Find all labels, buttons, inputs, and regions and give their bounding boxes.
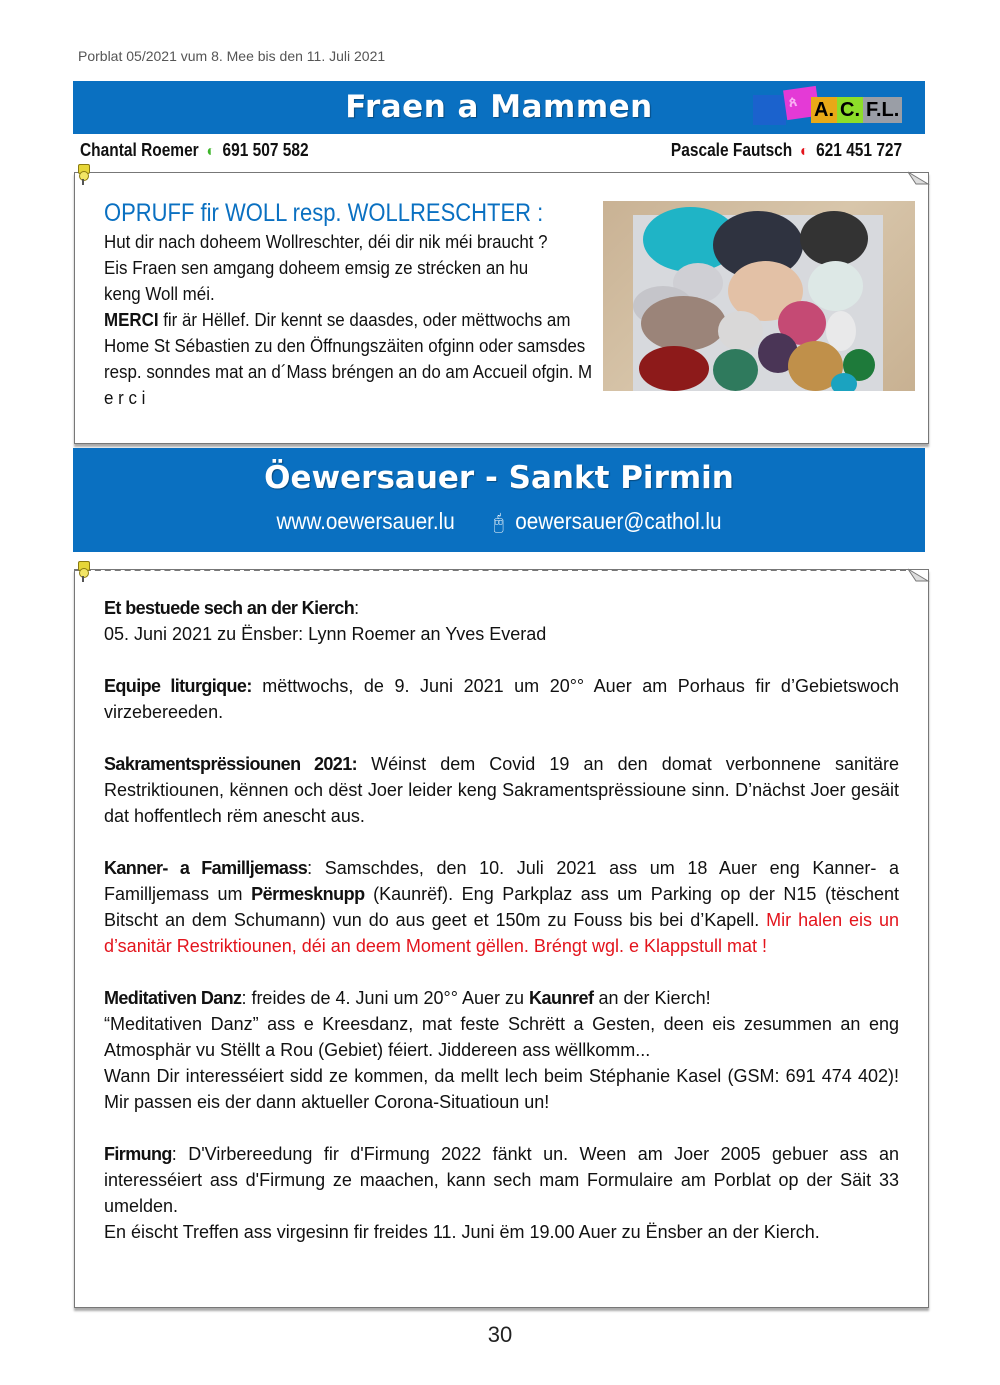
item-text: mëttwochs, de 9. Juni 2021 um 20°° Auer am Porhaus fir d’Gebietswoch virzebereeden. xyxy=(104,676,899,722)
email-link[interactable]: oewersauer@cathol.lu xyxy=(515,508,722,534)
item-label: Firmung xyxy=(104,1144,172,1164)
contact-name: Chantal Roemer xyxy=(80,140,199,160)
contact-links xyxy=(116,508,883,535)
text-line: keng Woll méi. xyxy=(104,284,215,304)
parish-news-content xyxy=(104,595,899,1271)
contact-phone[interactable]: 691 507 582 xyxy=(222,140,309,160)
acfl-logo xyxy=(753,85,911,129)
pushpin-icon xyxy=(78,164,88,186)
news-item-wedding xyxy=(104,595,899,647)
item-text: Wéinst dem Covid 19 an den domat verbonnene sanitäre Restriktiounen, kënnen och dëst Joer leider keng Sakramentsprëssioune sinn. D’nächst Joer gesäit dat hoffentlech rëm anescht aus. xyxy=(104,754,900,826)
wool-appeal-text xyxy=(104,229,593,411)
wool-appeal-headline: OPRUFF fir WOLL resp. WOLLRESCHTER : xyxy=(104,199,544,227)
news-item-confirmation xyxy=(104,1141,899,1245)
section-title: Fraen a Mammen xyxy=(345,89,653,125)
item-label: Meditativen Danz xyxy=(104,988,242,1008)
item-label: Equipe liturgique: xyxy=(104,676,252,696)
contact-name: Pascale Fautsch xyxy=(670,140,793,160)
contact-left xyxy=(80,140,309,160)
item-text: (Kaunrëf). Eng Parkplaz ass um Parking op der N15 (tëschent Bitscht an dem Schumann) vun do aus geet et 150m zu Fouss bis bei d’Kapell. xyxy=(104,884,899,930)
item-text: En éischt Treffen ass virgesinn fir freides 11. Juni ëm 19.00 Auer zu Ënsber an der Kierch. xyxy=(104,1222,820,1242)
running-header: Porblat 05/2021 vum 8. Mee bis den 11. Juli 2021 xyxy=(78,48,386,64)
section-banner-oewersauer xyxy=(73,448,925,552)
page-curl-icon xyxy=(906,171,930,185)
item-place: Përmesknupp xyxy=(251,884,365,904)
phone-icon: ◐ xyxy=(799,143,809,160)
news-item-equipe xyxy=(104,673,899,725)
mouse-icon: 🖰 xyxy=(493,512,505,534)
page-number: 30 xyxy=(487,1322,513,1347)
text-line: Hut dir nach doheem Wollreschter, déi dir nik méi braucht ? xyxy=(104,232,548,252)
dashed-border xyxy=(75,569,906,571)
news-item-sacrament xyxy=(104,751,899,829)
item-text: an der Kierch! xyxy=(593,988,711,1008)
page-curl-icon xyxy=(906,568,930,582)
phone-icon: ◐ xyxy=(206,143,215,160)
item-label: Et bestuede sech an der Kierch xyxy=(104,598,355,618)
logo-figures-icon: ጰ xyxy=(787,92,799,110)
item-text: : freides de 4. Juni um 20°° Auer zu xyxy=(241,988,529,1008)
news-item-family-mass xyxy=(104,855,899,959)
merci-text: fir är Hëllef. Dir kennt se daasdes, oder mëttwochs am Home St Sébastien zu den Öffnungszäiten ofginn oder samsdes resp. sonndes mat an d´Mass bréngen an do am Accueil ofgin. M e r c i xyxy=(104,310,593,408)
item-place: Kaunref xyxy=(529,988,594,1008)
item-warning: Mir halen eis un d’sanitär Restriktiounen, déi an deem Moment gëllen. Bréngt wgl. e Klappstull mat ! xyxy=(104,910,899,956)
logo-letter: C. xyxy=(837,97,863,123)
text-line: Eis Fraen sen amgang doheem emsig ze strécken an hu xyxy=(104,258,529,278)
website-link[interactable]: www.oewersauer.lu xyxy=(276,508,455,534)
contacts-row xyxy=(80,140,903,164)
section-banner-fraen xyxy=(73,81,925,134)
news-item-dance xyxy=(104,985,899,1115)
parish-news-card xyxy=(74,569,929,1308)
pushpin-icon xyxy=(78,561,88,583)
item-text: “Meditativen Danz” ass e Kreesdanz, mat feste Schrëtt a Gesten, deen eis zesummen an eng Atmosphär vu Stëllt a Rou (Gebiet) féiert. Jiddereen ass wëllkomm... xyxy=(104,1014,899,1060)
item-text: : Samschdes, den 10. Juli 2021 ass um 18 Auer eng Kanner- a Familljemass um xyxy=(104,858,900,904)
logo-blue-block xyxy=(753,95,786,125)
wool-appeal-card xyxy=(74,172,929,444)
item-text: 05. Juni 2021 zu Ënsber: Lynn Roemer an Yves Everad xyxy=(104,624,547,644)
merci-paragraph xyxy=(104,307,593,411)
contact-phone[interactable]: 621 451 727 xyxy=(816,140,903,160)
item-text: Wann Dir interesséiert sidd ze kommen, da mellt lech beim Stéphanie Kasel (GSM: 691 474 402)! Mir passen eis der dann aktueller Corona-Situatioun un! xyxy=(104,1066,899,1112)
merci-bold: MERCI xyxy=(104,310,159,330)
item-text: : D'Virbereedung fir d'Firmung 2022 fänkt un. Ween am Joer 2005 gebuer ass an interesséiert ass d'Firmung ze maachen, kann sech mam Formulaire am Porblat op der Säit 33 umelden. xyxy=(104,1144,899,1216)
contact-right xyxy=(671,140,902,161)
logo-letter: F.L. xyxy=(863,97,902,123)
logo-letters xyxy=(811,97,902,123)
item-label: Kanner- a Familljemass xyxy=(104,858,308,878)
section-title: Öewersauer - Sankt Pirmin xyxy=(264,460,734,496)
item-label: Sakramentsprëssiounen 2021: xyxy=(104,754,358,774)
item-sep: : xyxy=(354,598,360,618)
yarn-photo xyxy=(603,201,915,391)
logo-letter: A. xyxy=(811,97,837,123)
